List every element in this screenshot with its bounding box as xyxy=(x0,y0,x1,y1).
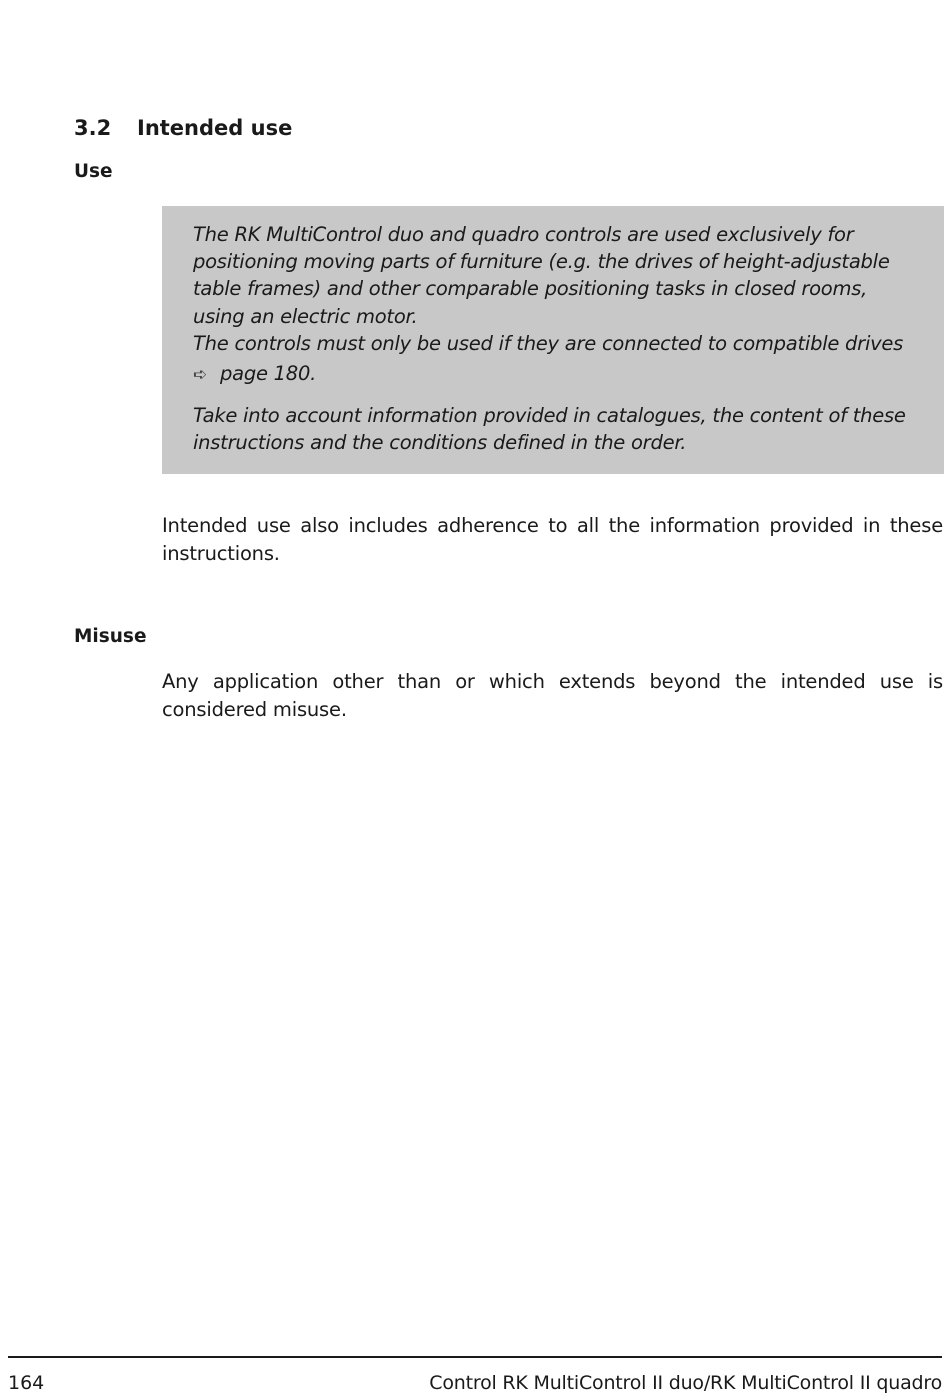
note-line-2: The controls must only be used if they are connected to compatible drives xyxy=(193,331,904,355)
page-reference-link[interactable]: page 180. xyxy=(220,362,317,386)
note-paragraph-2: Take into account information provided in catalogues, the content of these instructions and the conditions defined in the order. xyxy=(193,404,906,455)
arrow-reference-icon: ➪ xyxy=(193,365,207,386)
note-line-1: The RK MultiControl duo and quadro controls are used exclusively for positioning moving parts of furniture (e.g. the drives of height-adjustable table frames) and other comparable positioning tasks in closed rooms, using an electric motor. xyxy=(193,223,890,328)
footer-divider xyxy=(8,1356,942,1358)
misuse-heading: Misuse xyxy=(74,626,147,647)
section-number: 3.2 xyxy=(74,116,112,140)
footer-page-number: 164 xyxy=(8,1372,45,1394)
use-body-text: Intended use also includes adherence to all the information provided in these instructions. xyxy=(162,514,943,565)
note-paragraph-1 xyxy=(193,221,914,389)
intended-use-note-box xyxy=(162,206,944,474)
page-reference xyxy=(193,360,316,389)
section-heading xyxy=(74,116,292,140)
use-heading: Use xyxy=(74,161,113,182)
misuse-body-text: Any application other than or which extends beyond the intended use is considered misuse. xyxy=(162,670,943,721)
footer-document-title: Control RK MultiControl II duo/RK MultiControl II quadro xyxy=(429,1372,942,1394)
section-title: Intended use xyxy=(137,116,293,140)
